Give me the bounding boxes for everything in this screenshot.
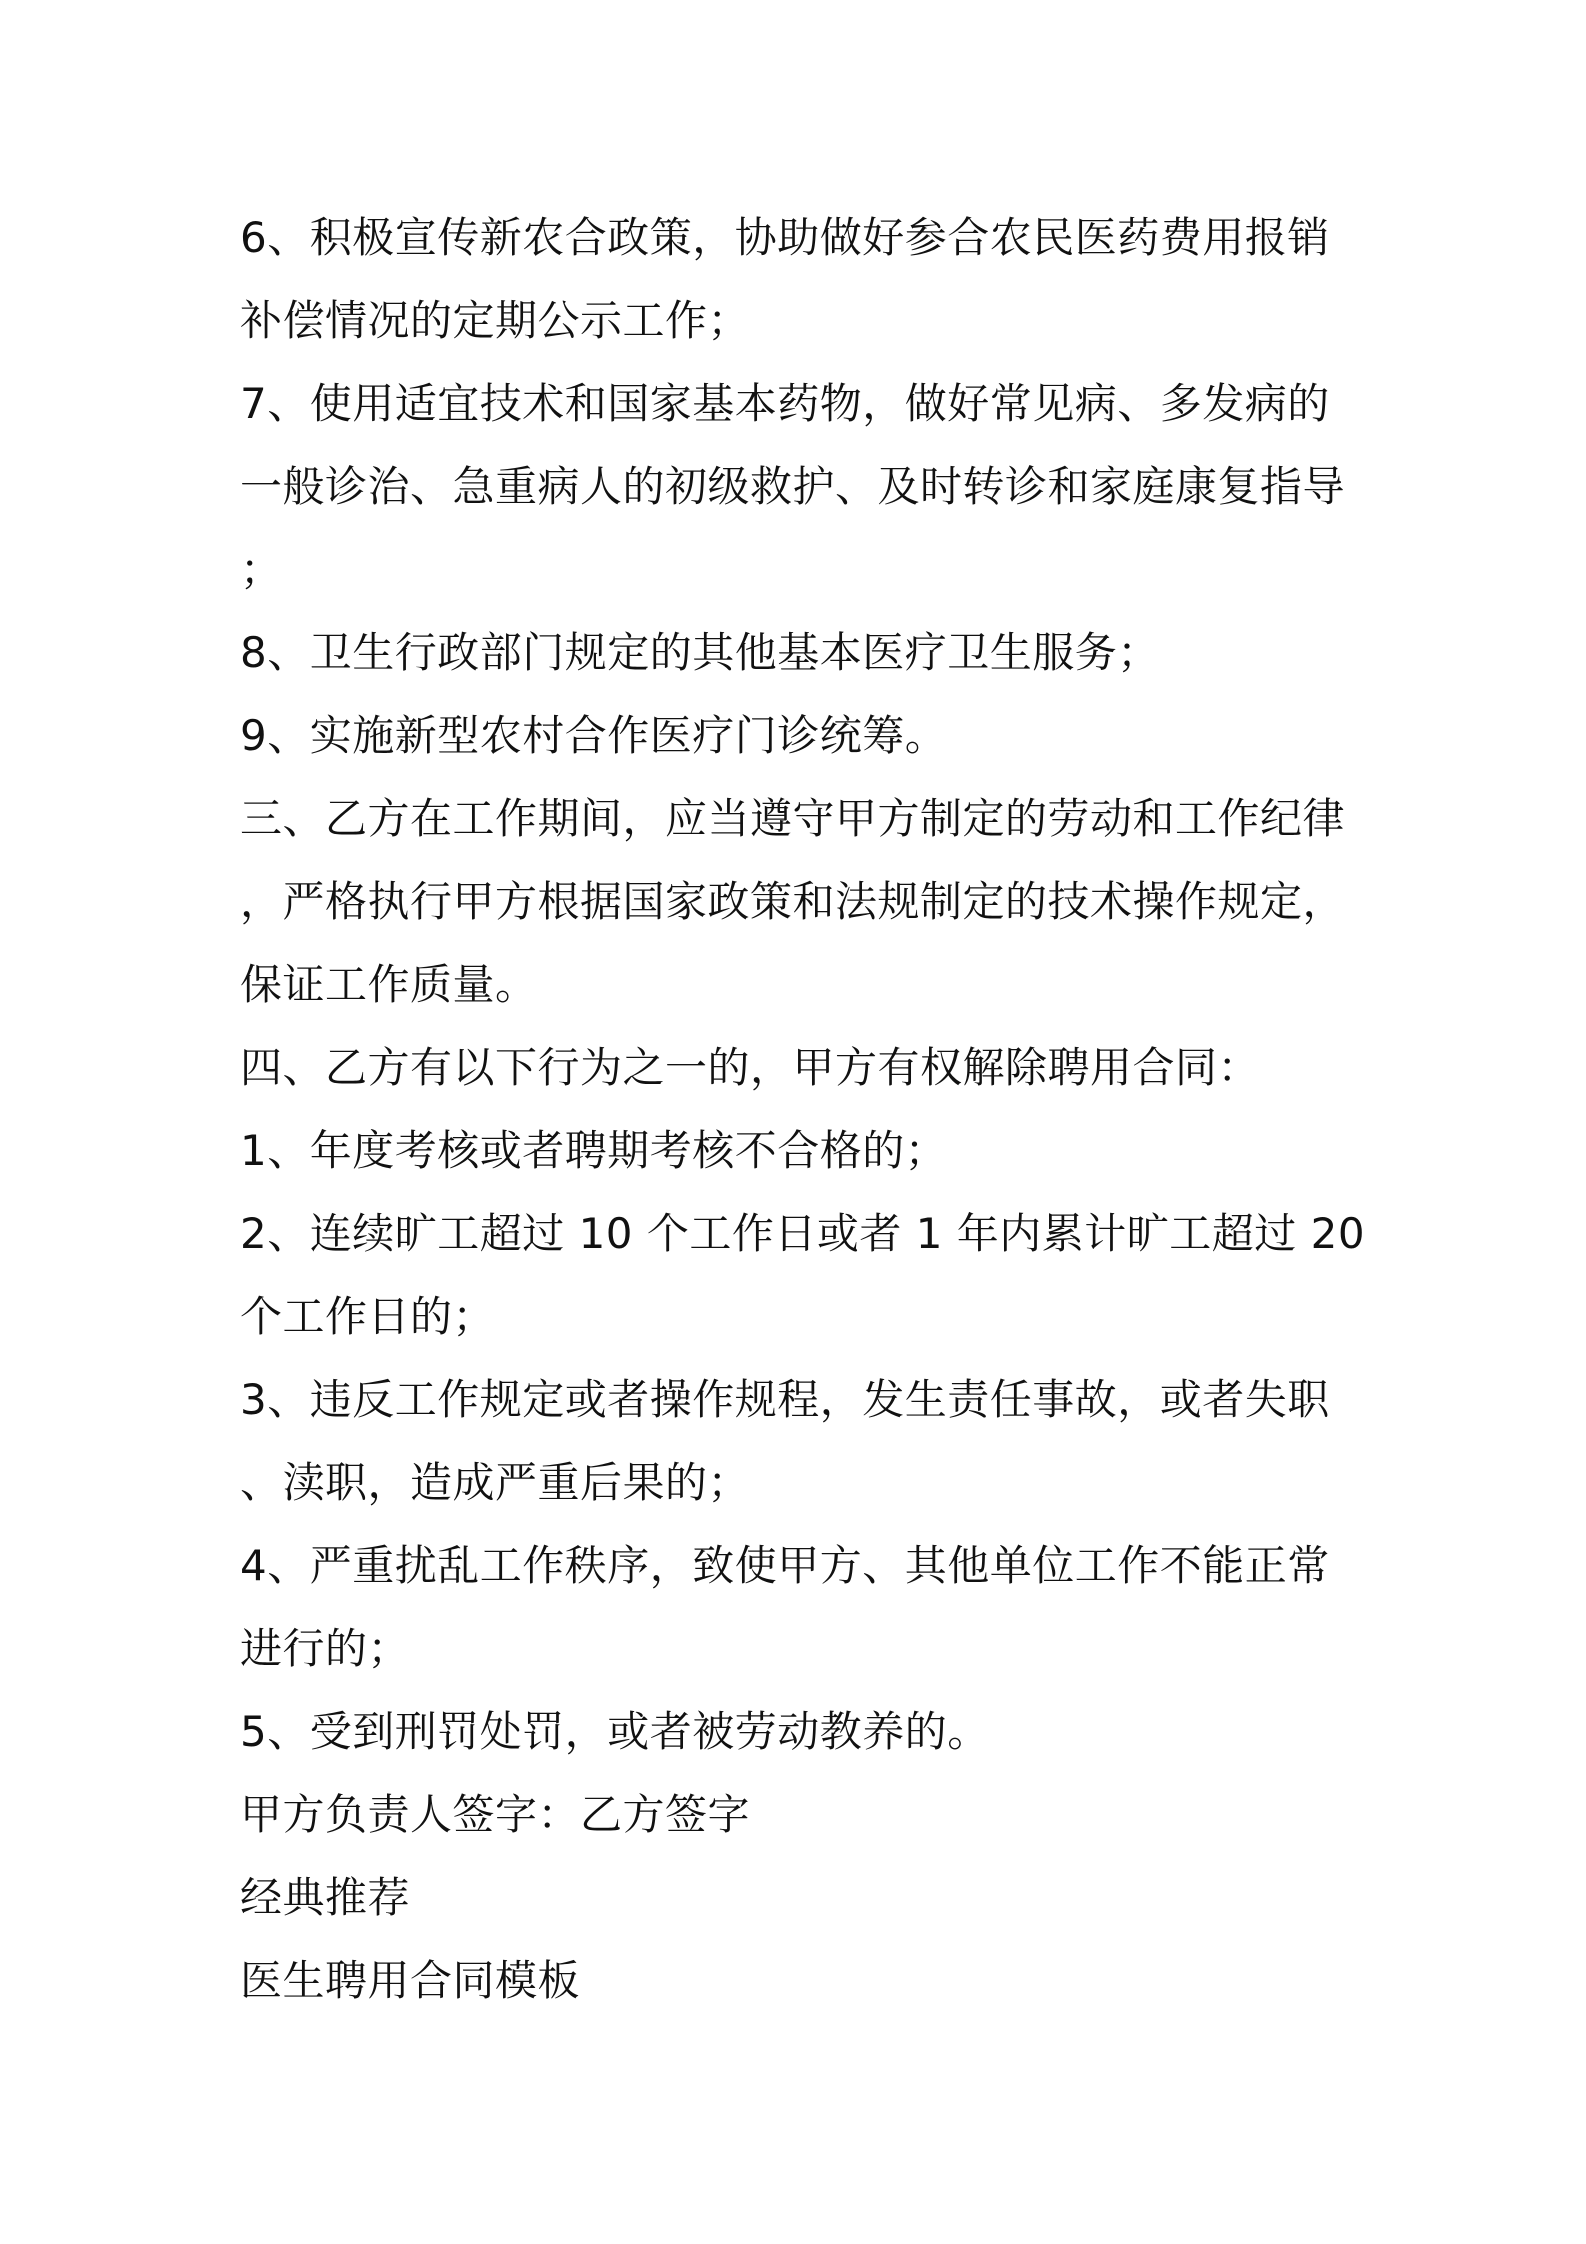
signature-line: 甲方负责人签字：乙方签字 — [240, 1790, 751, 1839]
text-line: 9、实施新型农村合作医疗门诊统筹。 — [240, 711, 948, 760]
text-line: 8、卫生行政部门规定的其他基本医疗卫生服务； — [240, 628, 1160, 677]
text-line: 个工作日的； — [240, 1292, 496, 1341]
text-line: 4、严重扰乱工作秩序，致使甲方、其他单位工作不能正常 — [240, 1541, 1330, 1590]
text-line: 四、乙方有以下行为之一的，甲方有权解除聘用合同： — [240, 1043, 1261, 1092]
document-body — [240, 196, 1366, 2022]
text-line: 一般诊治、急重病人的初级救护、及时转诊和家庭康复指导 — [240, 462, 1346, 511]
text-line: ； — [240, 545, 283, 594]
text-line: 补偿情况的定期公示工作； — [240, 296, 751, 345]
recommend-heading: 经典推荐 — [240, 1873, 411, 1922]
text-line: 3、违反工作规定或者操作规程，发生责任事故，或者失职 — [240, 1375, 1330, 1424]
text-line: 保证工作质量。 — [240, 960, 538, 1009]
text-line: ，严格执行甲方根据国家政策和法规制定的技术操作规定， — [240, 877, 1346, 926]
text-line: 2、连续旷工超过 10 个工作日或者 1 年内累计旷工超过 20 — [240, 1209, 1366, 1258]
text-line: 、渎职，造成严重后果的； — [240, 1458, 751, 1507]
text-line: 1、年度考核或者聘期考核不合格的； — [240, 1126, 948, 1175]
text-line: 进行的； — [240, 1624, 411, 1673]
recommend-item: 医生聘用合同模板 — [240, 1956, 581, 2005]
text-line: 7、使用适宜技术和国家基本药物，做好常见病、多发病的 — [240, 379, 1330, 428]
text-line: 6、积极宣传新农合政策，协助做好参合农民医药费用报销 — [240, 213, 1330, 262]
text-line: 三、乙方在工作期间，应当遵守甲方制定的劳动和工作纪律 — [240, 794, 1346, 843]
text-line: 5、受到刑罚处罚，或者被劳动教养的。 — [240, 1707, 990, 1756]
